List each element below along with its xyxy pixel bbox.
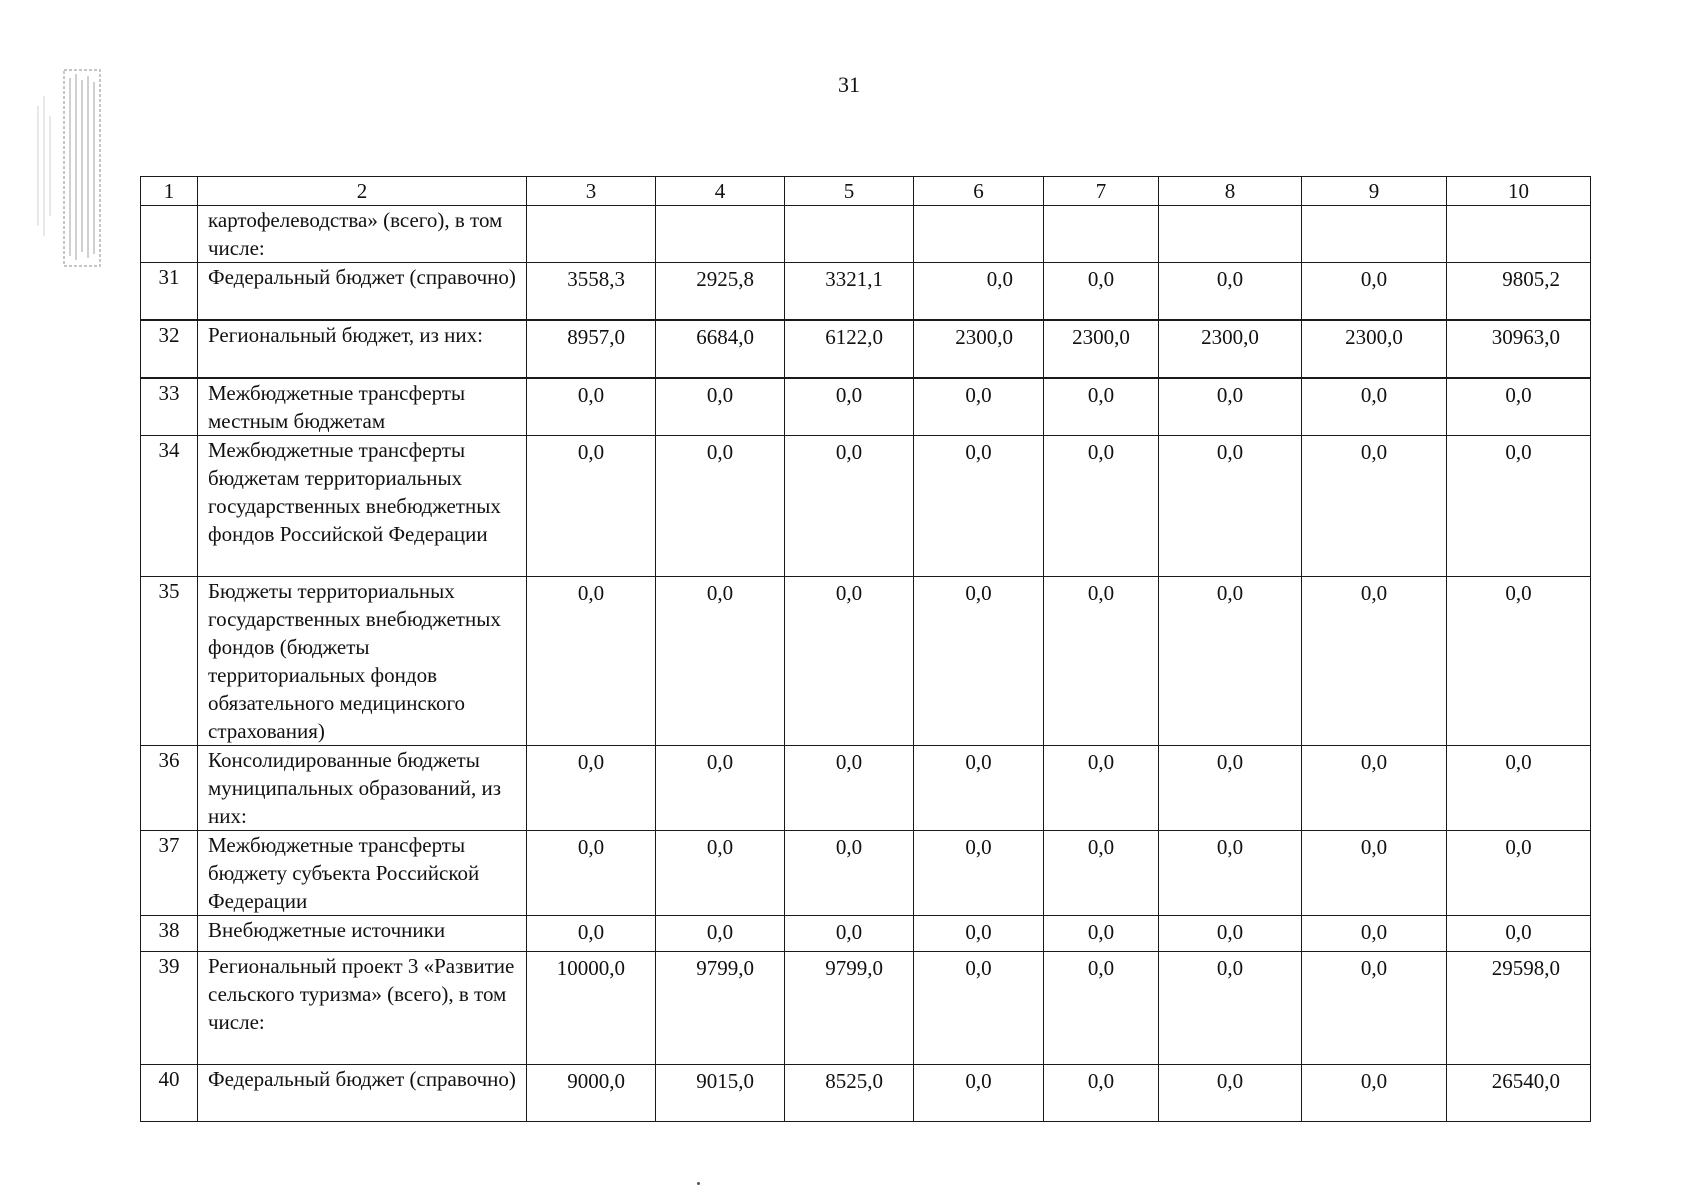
row-number: 34 bbox=[141, 435, 198, 576]
budget-table-wrapper bbox=[140, 176, 1591, 1122]
cell-value: 0,0 bbox=[1302, 435, 1447, 576]
table-row bbox=[141, 830, 1591, 915]
cell-value: 0,0 bbox=[656, 915, 785, 951]
cell-total: 29598,0 bbox=[1447, 951, 1591, 1064]
row-number: 35 bbox=[141, 576, 198, 745]
col-header-4: 4 bbox=[656, 177, 785, 206]
cell-value: 0,0 bbox=[1302, 378, 1447, 436]
cell-value bbox=[785, 206, 914, 263]
col-header-10: 10 bbox=[1447, 177, 1591, 206]
cell-value bbox=[1302, 206, 1447, 263]
cell-value: 0,0 bbox=[1044, 1064, 1159, 1121]
cell-value: 0,0 bbox=[1044, 263, 1159, 320]
cell-value: 0,0 bbox=[1159, 915, 1302, 951]
cell-value: 0,0 bbox=[1044, 378, 1159, 436]
cell-value: 0,0 bbox=[527, 576, 656, 745]
row-description: Внебюджетные источники bbox=[198, 915, 527, 951]
cell-value: 0,0 bbox=[1159, 263, 1302, 320]
cell-value: 0,0 bbox=[527, 915, 656, 951]
col-header-7: 7 bbox=[1044, 177, 1159, 206]
table-row bbox=[141, 320, 1591, 378]
cell-value: 0,0 bbox=[656, 745, 785, 830]
row-description: картофелеводства» (всего), в том числе: bbox=[198, 206, 527, 263]
col-header-3: 3 bbox=[527, 177, 656, 206]
row-description: Региональный бюджет, из них: bbox=[198, 320, 527, 378]
cell-value: 0,0 bbox=[527, 745, 656, 830]
cell-value bbox=[1044, 206, 1159, 263]
row-number: 37 bbox=[141, 830, 198, 915]
cell-value bbox=[527, 206, 656, 263]
cell-value: 0,0 bbox=[1044, 435, 1159, 576]
row-number: 40 bbox=[141, 1064, 198, 1121]
cell-value: 6122,0 bbox=[785, 320, 914, 378]
cell-value: 0,0 bbox=[914, 576, 1044, 745]
cell-value: 0,0 bbox=[1159, 576, 1302, 745]
col-header-6: 6 bbox=[914, 177, 1044, 206]
cell-value: 0,0 bbox=[656, 435, 785, 576]
cell-value bbox=[914, 206, 1044, 263]
cell-value: 0,0 bbox=[527, 435, 656, 576]
col-header-5: 5 bbox=[785, 177, 914, 206]
col-header-2: 2 bbox=[198, 177, 527, 206]
cell-value: 0,0 bbox=[656, 378, 785, 436]
cell-value: 0,0 bbox=[1159, 1064, 1302, 1121]
table-row bbox=[141, 263, 1591, 320]
col-header-8: 8 bbox=[1159, 177, 1302, 206]
cell-value: 0,0 bbox=[785, 576, 914, 745]
table-row bbox=[141, 1064, 1591, 1121]
col-header-1: 1 bbox=[141, 177, 198, 206]
cell-value: 0,0 bbox=[914, 1064, 1044, 1121]
cell-value: 0,0 bbox=[785, 435, 914, 576]
cell-value: 0,0 bbox=[1044, 745, 1159, 830]
cell-value: 0,0 bbox=[1302, 830, 1447, 915]
cell-value: 9799,0 bbox=[656, 951, 785, 1064]
cell-value: 0,0 bbox=[1159, 745, 1302, 830]
cell-value: 2300,0 bbox=[1302, 320, 1447, 378]
cell-value: 0,0 bbox=[914, 745, 1044, 830]
cell-value: 9015,0 bbox=[656, 1064, 785, 1121]
cell-total: 0,0 bbox=[1447, 378, 1591, 436]
cell-value: 9799,0 bbox=[785, 951, 914, 1064]
table-row bbox=[141, 951, 1591, 1064]
table-row bbox=[141, 206, 1591, 263]
column-number-header-row bbox=[141, 177, 1591, 206]
cell-total: 30963,0 bbox=[1447, 320, 1591, 378]
table-row bbox=[141, 745, 1591, 830]
cell-value: 0,0 bbox=[1159, 378, 1302, 436]
cell-value: 0,0 bbox=[785, 915, 914, 951]
cell-value: 0,0 bbox=[1302, 951, 1447, 1064]
cell-value bbox=[1159, 206, 1302, 263]
cell-value: 0,0 bbox=[785, 378, 914, 436]
cell-value: 2300,0 bbox=[1044, 320, 1159, 378]
cell-value: 3558,3 bbox=[527, 263, 656, 320]
table-row bbox=[141, 435, 1591, 576]
row-number: 32 bbox=[141, 320, 198, 378]
cell-total: 0,0 bbox=[1447, 435, 1591, 576]
row-number: 31 bbox=[141, 263, 198, 320]
cell-value: 0,0 bbox=[656, 576, 785, 745]
row-description: Межбюджетные трансферты бюджету субъекта Российской Федерации bbox=[198, 830, 527, 915]
row-description: Межбюджетные трансферты местным бюджетам bbox=[198, 378, 527, 436]
col-header-9: 9 bbox=[1302, 177, 1447, 206]
page-number: 31 bbox=[838, 72, 860, 97]
cell-value: 3321,1 bbox=[785, 263, 914, 320]
row-number: 36 bbox=[141, 745, 198, 830]
cell-value: 8525,0 bbox=[785, 1064, 914, 1121]
cell-total: 0,0 bbox=[1447, 745, 1591, 830]
cell-value: 2925,8 bbox=[656, 263, 785, 320]
cell-total: 0,0 bbox=[1447, 576, 1591, 745]
cell-value: 0,0 bbox=[1044, 951, 1159, 1064]
cell-value: 0,0 bbox=[1044, 576, 1159, 745]
table-row bbox=[141, 378, 1591, 436]
cell-value: 10000,0 bbox=[527, 951, 656, 1064]
cell-value: 0,0 bbox=[1044, 915, 1159, 951]
cell-value: 0,0 bbox=[1302, 576, 1447, 745]
cell-total: 9805,2 bbox=[1447, 263, 1591, 320]
cell-value bbox=[656, 206, 785, 263]
cell-value: 0,0 bbox=[1159, 830, 1302, 915]
cell-value: 2300,0 bbox=[1159, 320, 1302, 378]
cell-value: 0,0 bbox=[1159, 951, 1302, 1064]
cell-value: 0,0 bbox=[914, 378, 1044, 436]
cell-total: 26540,0 bbox=[1447, 1064, 1591, 1121]
scan-speck bbox=[697, 1182, 700, 1185]
row-description: Консолидированные бюджеты муниципальных образований, из них: bbox=[198, 745, 527, 830]
cell-value: 0,0 bbox=[785, 830, 914, 915]
cell-value: 0,0 bbox=[785, 745, 914, 830]
cell-value: 0,0 bbox=[656, 830, 785, 915]
cell-value: 8957,0 bbox=[527, 320, 656, 378]
cell-value: 0,0 bbox=[1302, 915, 1447, 951]
budget-table bbox=[140, 176, 1591, 1122]
table-row bbox=[141, 576, 1591, 745]
cell-value: 0,0 bbox=[914, 435, 1044, 576]
cell-value: 6684,0 bbox=[656, 320, 785, 378]
row-description: Межбюджетные трансферты бюджетам территориальных государственных внебюджетных фондов Российской Федерации bbox=[198, 435, 527, 576]
row-description: Федеральный бюджет (справочно) bbox=[198, 263, 527, 320]
cell-total: 0,0 bbox=[1447, 830, 1591, 915]
cell-value: 0,0 bbox=[914, 263, 1044, 320]
cell-value: 0,0 bbox=[1302, 1064, 1447, 1121]
cell-total: 0,0 bbox=[1447, 915, 1591, 951]
table-row bbox=[141, 915, 1591, 951]
row-number: 39 bbox=[141, 951, 198, 1064]
cell-value: 2300,0 bbox=[914, 320, 1044, 378]
row-number: 38 bbox=[141, 915, 198, 951]
cell-value: 9000,0 bbox=[527, 1064, 656, 1121]
row-description: Региональный проект 3 «Развитие сельского туризма» (всего), в том числе: bbox=[198, 951, 527, 1064]
side-stamp-mark bbox=[30, 66, 104, 272]
cell-value: 0,0 bbox=[914, 830, 1044, 915]
cell-total bbox=[1447, 206, 1591, 263]
row-description: Федеральный бюджет (справочно) bbox=[198, 1064, 527, 1121]
row-description: Бюджеты территориальных государственных внебюджетных фондов (бюджеты территориальных фондов обязательного медицинского страхования) bbox=[198, 576, 527, 745]
cell-value: 0,0 bbox=[527, 378, 656, 436]
cell-value: 0,0 bbox=[527, 830, 656, 915]
cell-value: 0,0 bbox=[914, 951, 1044, 1064]
cell-value: 0,0 bbox=[1302, 263, 1447, 320]
row-number: 33 bbox=[141, 378, 198, 436]
cell-value: 0,0 bbox=[1159, 435, 1302, 576]
cell-value: 0,0 bbox=[1302, 745, 1447, 830]
cell-value: 0,0 bbox=[914, 915, 1044, 951]
cell-value: 0,0 bbox=[1044, 830, 1159, 915]
row-number bbox=[141, 206, 198, 263]
